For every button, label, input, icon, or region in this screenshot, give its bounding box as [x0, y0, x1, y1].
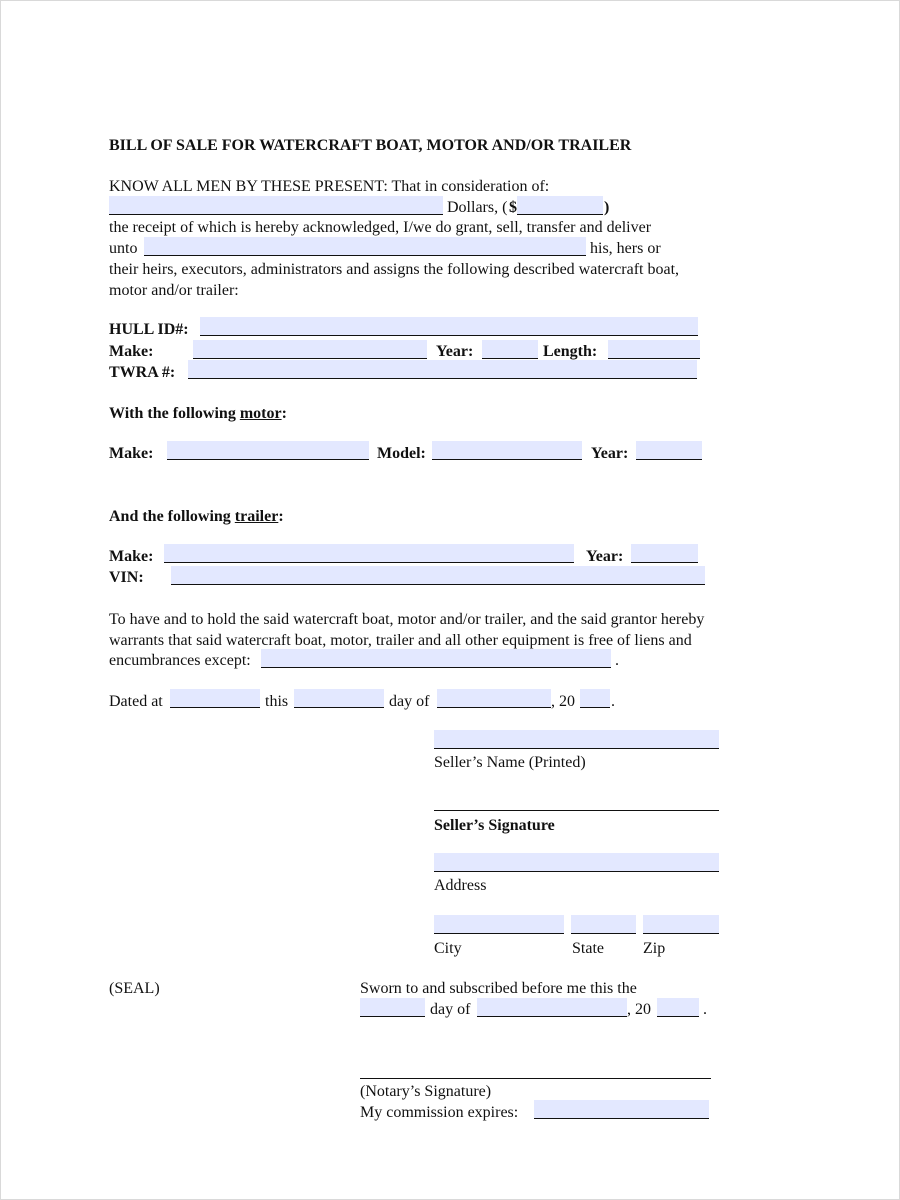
- dated-this-label: this: [265, 693, 289, 710]
- seller-zip-field[interactable]: [643, 915, 719, 934]
- twra-number-field[interactable]: [188, 360, 697, 379]
- seller-state-field[interactable]: [571, 915, 636, 934]
- trailer-year-field[interactable]: [631, 544, 698, 563]
- dollars-label: Dollars, (: [447, 199, 508, 216]
- seller-city-label: City: [434, 940, 462, 957]
- motor-heading: [109, 404, 287, 423]
- trailer-heading-prefix: And the following: [109, 508, 235, 525]
- dated-at-place-field[interactable]: [170, 689, 260, 708]
- twra-label: TWRA #:: [109, 364, 176, 381]
- notary-day-of-label: day of: [430, 1001, 471, 1018]
- trailer-heading: [109, 507, 284, 526]
- motor-year-field[interactable]: [636, 441, 702, 460]
- motor-year-label: Year:: [591, 445, 629, 462]
- warranty-line-2: warrants that said watercraft boat, motor, trailer and all other equipment is free of liens and: [109, 632, 692, 649]
- notary-signature-line[interactable]: [360, 1060, 711, 1079]
- dated-year-field[interactable]: [580, 689, 610, 708]
- dollar-sign: $: [509, 199, 517, 216]
- trailer-make-label: Make:: [109, 548, 154, 565]
- commission-expires-field[interactable]: [534, 1100, 709, 1119]
- his-hers-text: his, hers or: [590, 240, 661, 257]
- dated-comma-20: , 20: [551, 693, 575, 710]
- seller-name-field[interactable]: [434, 730, 719, 749]
- unto-label: unto: [109, 240, 138, 257]
- notary-year-field[interactable]: [657, 998, 699, 1017]
- encumbrances-field[interactable]: [261, 649, 611, 668]
- trailer-year-label: Year:: [586, 548, 624, 565]
- notary-period: .: [703, 1001, 707, 1018]
- notary-signature-label: (Notary’s Signature): [360, 1083, 492, 1100]
- motor-model-field[interactable]: [432, 441, 582, 460]
- motor-heading-colon: :: [281, 405, 287, 422]
- warranty-line-1: To have and to hold the said watercraft boat, motor and/or trailer, and the said grantor hereby: [109, 611, 705, 628]
- close-paren: ): [604, 199, 610, 216]
- motor-make-field[interactable]: [167, 441, 369, 460]
- seller-state-label: State: [572, 940, 604, 957]
- seller-signature-label: Seller’s Signature: [434, 817, 555, 834]
- motor-model-label: Model:: [377, 445, 426, 462]
- notary-month-field[interactable]: [477, 998, 627, 1017]
- boat-year-field[interactable]: [482, 340, 538, 359]
- intro-line-3: the receipt of which is hereby acknowledged, I/we do grant, sell, transfer and deliver: [109, 219, 652, 236]
- intro-line-6: motor and/or trailer:: [109, 282, 239, 299]
- dated-at-label: Dated at: [109, 693, 163, 710]
- seal-label: (SEAL): [109, 980, 160, 997]
- consideration-amount-words-field[interactable]: [109, 196, 443, 215]
- boat-length-label: Length:: [543, 343, 598, 360]
- motor-make-label: Make:: [109, 445, 154, 462]
- trailer-make-field[interactable]: [164, 544, 574, 563]
- warranty-line-3: encumbrances except:: [109, 652, 251, 669]
- commission-expires-label: My commission expires:: [360, 1104, 519, 1121]
- document-title: BILL OF SALE FOR WATERCRAFT BOAT, MOTOR AND/OR TRAILER: [109, 137, 632, 154]
- seller-address-field[interactable]: [434, 853, 719, 872]
- intro-line-1: KNOW ALL MEN BY THESE PRESENT: That in consideration of:: [109, 178, 550, 195]
- dated-day-field[interactable]: [294, 689, 384, 708]
- hull-id-field[interactable]: [200, 317, 698, 336]
- intro-line-5: their heirs, executors, administrators and assigns the following described watercraft boat,: [109, 261, 680, 278]
- seller-name-label: Seller’s Name (Printed): [434, 754, 586, 771]
- seller-address-label: Address: [434, 877, 487, 894]
- hull-id-label: HULL ID#:: [109, 321, 189, 338]
- motor-heading-word: motor: [239, 405, 282, 422]
- trailer-vin-label: VIN:: [109, 569, 144, 586]
- seller-signature-line[interactable]: [434, 792, 719, 811]
- dated-period: .: [611, 693, 615, 710]
- motor-heading-prefix: With the following: [109, 405, 240, 422]
- sworn-text: Sworn to and subscribed before me this the: [360, 980, 637, 997]
- boat-length-field[interactable]: [608, 340, 700, 359]
- consideration-amount-field[interactable]: [517, 196, 603, 215]
- buyer-name-field[interactable]: [144, 237, 586, 256]
- boat-year-label: Year:: [436, 343, 474, 360]
- dated-month-field[interactable]: [437, 689, 551, 708]
- boat-make-field[interactable]: [193, 340, 427, 359]
- notary-day-field[interactable]: [360, 998, 425, 1017]
- notary-comma-20: , 20: [627, 1001, 651, 1018]
- seller-city-field[interactable]: [434, 915, 564, 934]
- trailer-heading-colon: :: [278, 508, 284, 525]
- boat-make-label: Make:: [109, 343, 154, 360]
- seller-zip-label: Zip: [643, 940, 666, 957]
- trailer-heading-word: trailer: [234, 508, 279, 525]
- trailer-vin-field[interactable]: [171, 566, 705, 585]
- dated-day-of-label: day of: [389, 693, 430, 710]
- warranty-period: .: [615, 652, 619, 669]
